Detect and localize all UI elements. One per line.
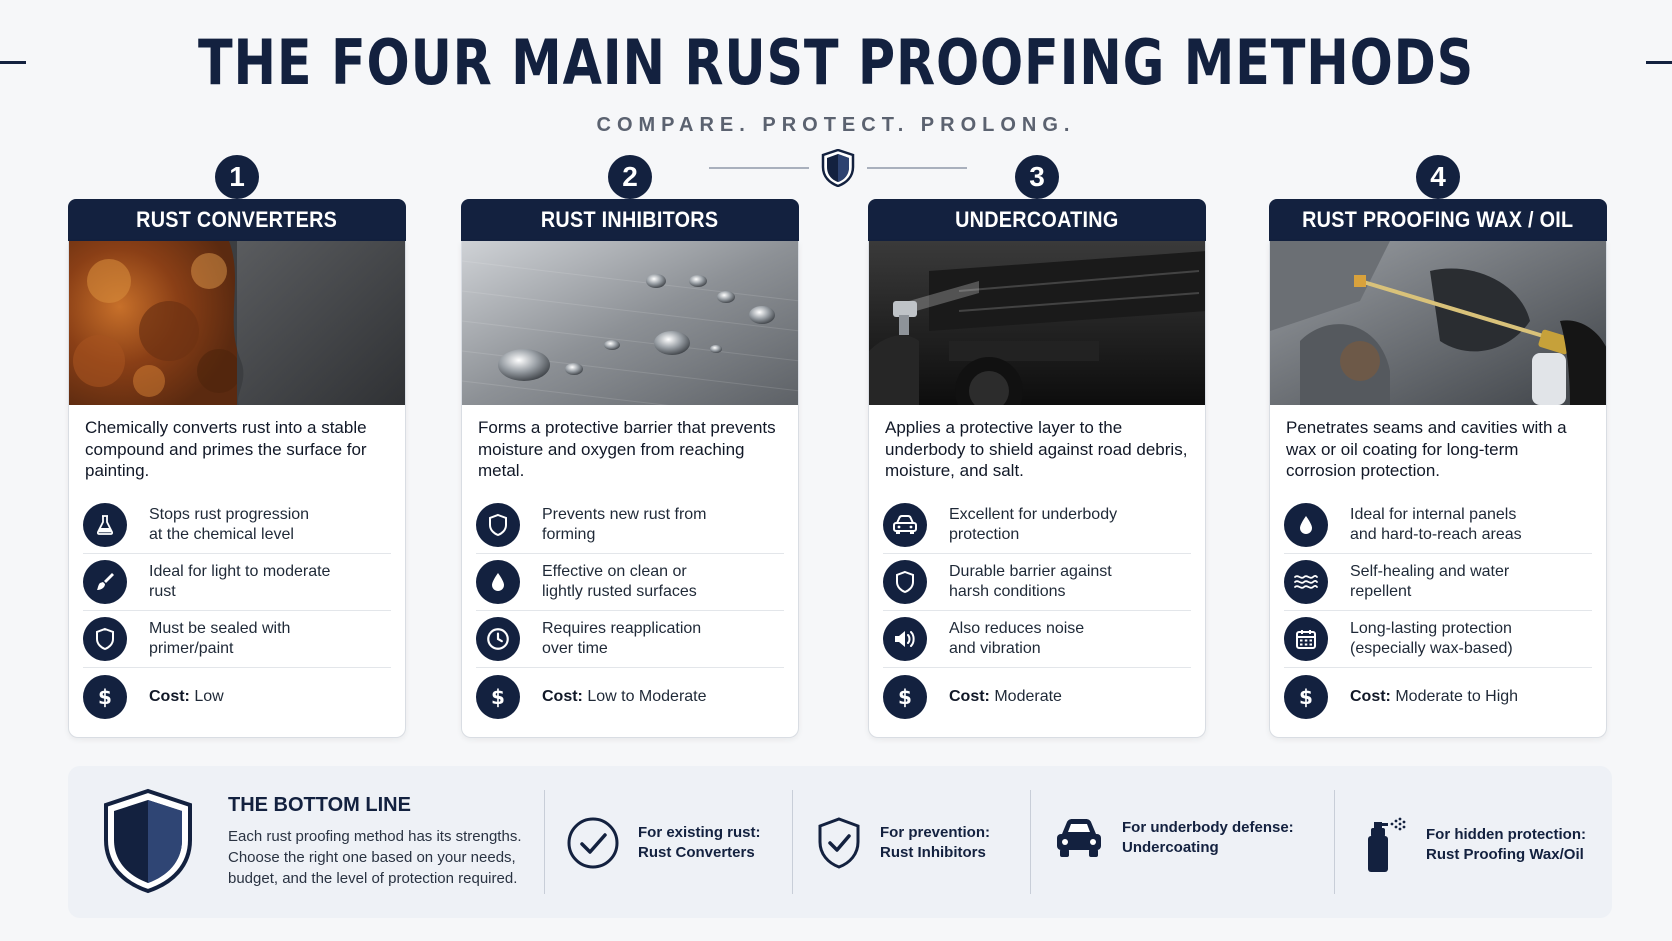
card-body bbox=[68, 241, 406, 738]
card-number: 2 bbox=[608, 155, 652, 199]
title-rule-right bbox=[1646, 61, 1672, 64]
recommendation-existing-rust: For existing rust: Rust Converters bbox=[566, 816, 761, 870]
card-description: Applies a protective layer to the underbody to shield against road debris, moisture, and salt. bbox=[885, 418, 1188, 480]
list-item: Self-healing and water repellent bbox=[1284, 554, 1592, 611]
feature-list bbox=[1270, 497, 1606, 725]
list-item: Ideal for internal panels and hard-to-reach areas bbox=[1284, 497, 1592, 554]
svg-text:$: $ bbox=[491, 684, 505, 709]
list-item: Excellent for underbody protection bbox=[883, 497, 1191, 554]
shield-icon bbox=[883, 560, 927, 604]
card-title: UNDERCOATING bbox=[868, 199, 1206, 241]
spray-can-icon bbox=[1360, 816, 1408, 874]
page-title: THE FOUR MAIN RUST PROOFING METHODS bbox=[197, 26, 1475, 99]
clock-icon bbox=[476, 617, 520, 661]
flask-icon bbox=[83, 503, 127, 547]
shield-icon bbox=[102, 788, 194, 894]
cost-row: $ Cost: Moderate bbox=[883, 668, 1191, 725]
title-row bbox=[0, 26, 1672, 99]
paintbrush-icon bbox=[83, 560, 127, 604]
droplet-icon bbox=[476, 560, 520, 604]
header bbox=[0, 0, 1672, 150]
wax-wand-in-vehicle-cavity-image bbox=[1270, 241, 1606, 405]
card-title: RUST PROOFING WAX / OIL bbox=[1269, 199, 1607, 241]
car-icon bbox=[883, 503, 927, 547]
card-body bbox=[1269, 241, 1607, 738]
feature-list bbox=[462, 497, 798, 725]
card-rust-converters bbox=[68, 155, 406, 738]
card-number: 3 bbox=[1015, 155, 1059, 199]
list-item: Stops rust progression at the chemical level bbox=[83, 497, 391, 554]
calendar-icon bbox=[1284, 617, 1328, 661]
bottom-line-text: Each rust proofing method has its strengths. Choose the right one based on your needs, budget, and the level of protection required. bbox=[228, 828, 522, 887]
car-icon bbox=[1054, 816, 1104, 860]
list-item: Durable barrier against harsh conditions bbox=[883, 554, 1191, 611]
bottom-line-panel bbox=[68, 766, 1612, 918]
recommendation-hidden: For hidden protection: Rust Proofing Wax/Oil bbox=[1360, 816, 1586, 874]
spraying-vehicle-underbody-image bbox=[869, 241, 1205, 405]
list-item: Ideal for light to moderate rust bbox=[83, 554, 391, 611]
divider bbox=[792, 790, 793, 894]
divider bbox=[1334, 790, 1335, 894]
cost-row: $ Cost: Low bbox=[83, 668, 391, 725]
page-subtitle: COMPARE. PROTECT. PROLONG. bbox=[596, 114, 1076, 136]
list-item: Long-lasting protection (especially wax-based) bbox=[1284, 611, 1592, 668]
list-item: Also reduces noise and vibration bbox=[883, 611, 1191, 668]
card-title: RUST INHIBITORS bbox=[461, 199, 799, 241]
dollar-icon bbox=[1284, 675, 1328, 719]
dollar-icon bbox=[83, 675, 127, 719]
list-item: Effective on clean or lightly rusted surfaces bbox=[476, 554, 784, 611]
list-item: Must be sealed with primer/paint bbox=[83, 611, 391, 668]
shield-icon bbox=[476, 503, 520, 547]
shield-icon bbox=[821, 149, 855, 187]
shield-check-icon bbox=[816, 816, 862, 870]
feature-list bbox=[869, 497, 1205, 725]
waves-icon bbox=[1284, 560, 1328, 604]
card-body bbox=[868, 241, 1206, 738]
card-number: 4 bbox=[1416, 155, 1460, 199]
speaker-icon bbox=[883, 617, 927, 661]
bottom-line-title: THE BOTTOM LINE bbox=[228, 794, 411, 816]
dollar-icon bbox=[476, 675, 520, 719]
list-item: Requires reapplication over time bbox=[476, 611, 784, 668]
recommendation-underbody: For underbody defense: Undercoating bbox=[1054, 816, 1294, 860]
card-number: 1 bbox=[215, 155, 259, 199]
svg-text:$: $ bbox=[898, 684, 912, 709]
feature-list bbox=[69, 497, 405, 725]
water-droplets-on-metal-image bbox=[462, 241, 798, 405]
divider bbox=[544, 790, 545, 894]
check-circle-icon bbox=[566, 816, 620, 870]
recommendation-prevention: For prevention: Rust Inhibitors bbox=[816, 816, 990, 870]
divider bbox=[1030, 790, 1031, 894]
cost-row: $ Cost: Low to Moderate bbox=[476, 668, 784, 725]
title-rule-left bbox=[0, 61, 26, 64]
card-title: RUST CONVERTERS bbox=[68, 199, 406, 241]
card-description: Chemically converts rust into a stable compound and primes the surface for painting. bbox=[85, 418, 367, 480]
card-body bbox=[461, 241, 799, 738]
card-rust-proofing-wax-oil bbox=[1269, 155, 1607, 738]
card-undercoating bbox=[868, 155, 1206, 738]
rusty-to-converted-metal-image bbox=[69, 241, 405, 405]
shield-icon bbox=[83, 617, 127, 661]
svg-text:$: $ bbox=[1299, 684, 1313, 709]
list-item: Prevents new rust from forming bbox=[476, 497, 784, 554]
dollar-icon bbox=[883, 675, 927, 719]
card-description: Penetrates seams and cavities with a wax or oil coating for long-term corrosion protection. bbox=[1286, 418, 1567, 480]
svg-text:$: $ bbox=[98, 684, 112, 709]
card-rust-inhibitors bbox=[461, 155, 799, 738]
cost-row: $ Cost: Moderate to High bbox=[1284, 668, 1592, 725]
droplet-icon bbox=[1284, 503, 1328, 547]
card-description: Forms a protective barrier that prevents moisture and oxygen from reaching metal. bbox=[478, 418, 776, 480]
